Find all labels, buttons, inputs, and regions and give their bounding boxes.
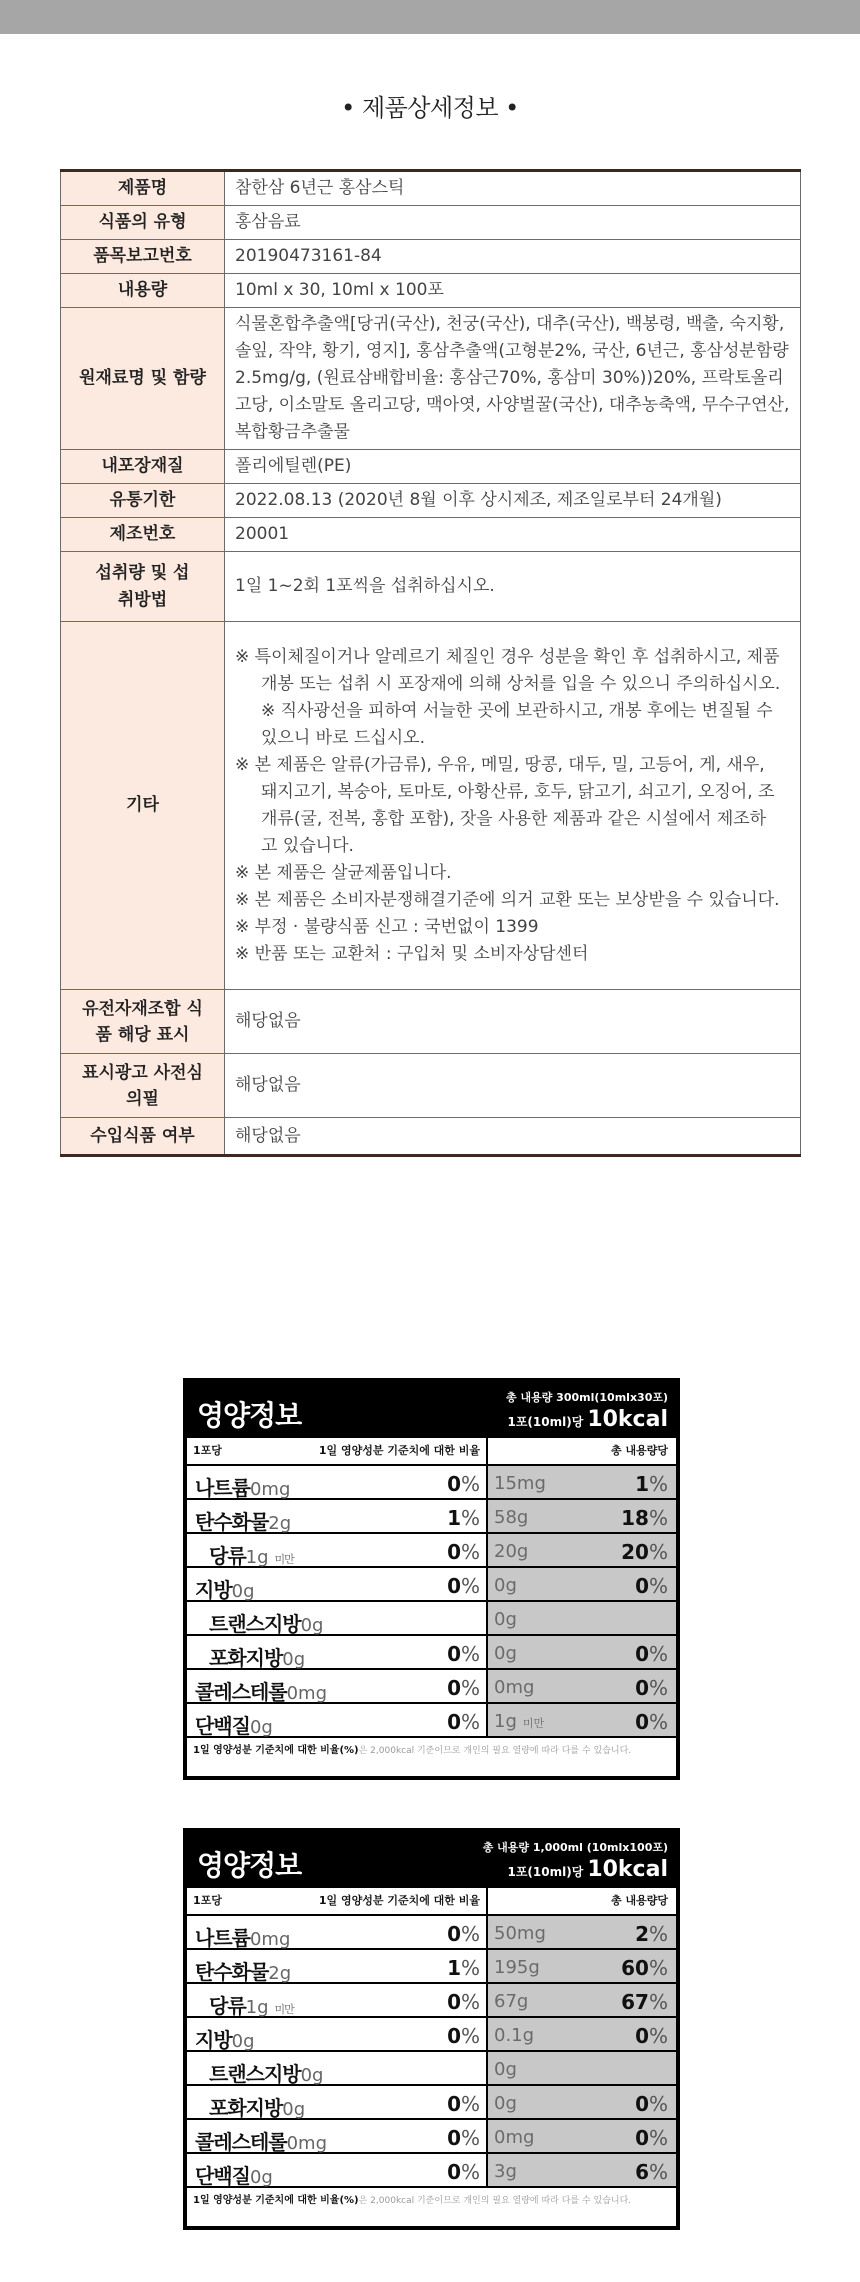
daily-percent-value: 0 (447, 1472, 461, 1496)
footnote-bold: 1일 영양성분 기준치에 대한 비율(%) (193, 1745, 359, 1756)
total-volume: 총 내용량 300ml(10mlx30포) (506, 1391, 668, 1404)
nutrient-label: 단백질 (195, 1714, 250, 1738)
info-row (61, 518, 801, 552)
total-amount-value: 195g (494, 1957, 540, 1978)
daily-percent-value: 0 (447, 1574, 461, 1598)
nutrient-row (187, 2152, 676, 2186)
nutrient-total (486, 2086, 676, 2118)
nutrient-name (195, 1472, 290, 1501)
nutrient-total (486, 1984, 676, 2016)
info-row (61, 240, 801, 274)
nutrient-amount: 0g (231, 1581, 255, 1602)
daily-percent (447, 2126, 480, 2150)
nutrient-name (195, 2126, 327, 2155)
total-amount-value: 0mg (494, 1677, 535, 1698)
total-percent-value: 2 (635, 1922, 649, 1946)
nutrient-total (486, 1568, 676, 1600)
info-row (61, 274, 801, 308)
total-amount (494, 2093, 517, 2114)
col-per-serving: 1포당 (193, 1444, 222, 1457)
info-value: 해당없음 (225, 1118, 801, 1156)
nutrient-per-serving (187, 2052, 486, 2084)
info-row (61, 1054, 801, 1118)
total-percent (621, 1956, 668, 1980)
daily-percent (447, 1676, 480, 1700)
amount-note: 미만 (274, 1553, 294, 1566)
nutrient-total (486, 1950, 676, 1982)
percent-sign: % (648, 1710, 668, 1734)
info-label: 내용량 (61, 274, 225, 308)
percent-sign: % (648, 1990, 668, 2014)
percent-sign: % (460, 1574, 480, 1598)
info-row (61, 552, 801, 622)
nutrient-total (486, 1670, 676, 1702)
nutrient-amount: 0g (300, 2065, 324, 2086)
nutrient-total (486, 1704, 676, 1736)
total-amount (494, 1711, 544, 1732)
nutrient-amount: 0g (300, 1615, 324, 1636)
percent-sign: % (648, 1922, 668, 1946)
total-amount (494, 2059, 517, 2080)
percent-sign: % (460, 1710, 480, 1734)
nutrient-per-serving (187, 2120, 486, 2152)
daily-percent-value: 0 (447, 2160, 461, 2184)
total-percent (635, 1676, 668, 1700)
nutrient-label: 트랜스지방 (209, 1612, 301, 1636)
percent-sign: % (460, 1472, 480, 1496)
total-amount (494, 1991, 528, 2012)
note-line: ※ 반품 또는 교환처 : 구입처 및 소비자상담센터 (235, 943, 589, 964)
nutrition-header (187, 1382, 676, 1438)
daily-percent-value: 0 (447, 1540, 461, 1564)
total-percent-value: 0 (635, 1574, 649, 1598)
nutrient-name (209, 1608, 324, 1637)
total-amount-value: 0g (494, 2093, 517, 2114)
total-amount (494, 1507, 528, 1528)
nutrient-per-serving (187, 1950, 486, 1982)
nutrient-name (195, 1956, 291, 1985)
info-label: 원재료명 및 함량 (61, 308, 225, 450)
daily-percent-value: 0 (447, 1676, 461, 1700)
total-amount-value: 67g (494, 1991, 529, 2012)
nutrient-amount: 0g (231, 2031, 255, 2052)
nutrient-label: 탄수화물 (195, 1510, 269, 1534)
info-value: 참한삼 6년근 홍삼스틱 (225, 171, 801, 206)
daily-percent (447, 1642, 480, 1666)
nutrient-row (187, 2016, 676, 2050)
nutrition-header (187, 1832, 676, 1888)
info-value: 20001 (225, 518, 801, 552)
nutrient-amount: 0g (249, 2167, 273, 2188)
nutrient-per-serving (187, 2018, 486, 2050)
info-value: 폴리에틸렌(PE) (225, 450, 801, 484)
note-line: ※ 본 제품은 소비자분쟁해결기준에 의거 교환 또는 보상받을 수 있습니다. (235, 889, 780, 910)
nutrition-title: 영양정보 (197, 1399, 302, 1432)
percent-sign: % (648, 2126, 668, 2150)
nutrition-panel-100 (183, 1828, 680, 2230)
nutrient-name (195, 1506, 291, 1535)
top-bar (0, 0, 860, 34)
percent-sign: % (648, 1506, 668, 1530)
percent-sign: % (648, 1642, 668, 1666)
nutrient-label: 트랜스지방 (209, 2062, 301, 2086)
total-amount-value: 0g (494, 2059, 517, 2080)
nutrient-total (486, 1534, 676, 1566)
nutrient-label: 콜레스테롤 (195, 2130, 287, 2154)
daily-percent-value: 0 (447, 1710, 461, 1734)
total-amount-value: 0g (494, 1609, 517, 1630)
nutrient-row (187, 1982, 676, 2016)
info-label: 기타 (61, 622, 225, 990)
nutrient-name (195, 2024, 255, 2053)
nutrient-per-serving (187, 1670, 486, 1702)
nutrient-per-serving (187, 1568, 486, 1600)
percent-sign: % (460, 2126, 480, 2150)
nutrient-label: 당류 (209, 1544, 246, 1568)
total-percent (635, 1574, 668, 1598)
daily-percent-value: 0 (447, 2092, 461, 2116)
info-label: 유전자재조합 식품 해당 표시 (61, 990, 225, 1054)
daily-percent (447, 2160, 480, 2184)
percent-sign: % (460, 2092, 480, 2116)
total-percent-value: 0 (635, 1642, 649, 1666)
info-value: 해당없음 (225, 1054, 801, 1118)
total-percent (635, 1922, 668, 1946)
nutrient-row (187, 1600, 676, 1634)
total-amount (494, 1473, 546, 1494)
info-value: 1일 1~2회 1포씩을 섭취하십시오. (225, 552, 801, 622)
nutrient-row (187, 1566, 676, 1600)
nutrient-amount: 2g (268, 1963, 292, 1984)
daily-percent (447, 2024, 480, 2048)
kcal-line (507, 1407, 668, 1432)
note-line: ※ 본 제품은 알류(가금류), 우유, 메밀, 땅콩, 대두, 밀, 고등어, 게, 새우, 돼지고기, 복숭아, 토마토, 아황산류, 호두, 닭고기, 쇠고기, 오징어, 조개류(굴, 전복, 홍합 포함), 잣을 사용한 제품과 같은 시설에서 제조하고 있습니다. (235, 754, 775, 856)
nutrient-per-serving (187, 1500, 486, 1532)
total-amount-value: 0mg (494, 2127, 535, 2148)
nutrient-per-serving (187, 1602, 486, 1634)
total-percent (635, 2160, 668, 2184)
percent-sign: % (648, 2024, 668, 2048)
nutrition-footnote (187, 2186, 676, 2226)
daily-percent (447, 1506, 480, 1530)
percent-sign: % (648, 1540, 668, 1564)
col-daily-value: 1일 영양성분 기준치에 대한 비율 (318, 1894, 480, 1907)
daily-percent (447, 1472, 480, 1496)
total-percent (635, 1642, 668, 1666)
info-row (61, 484, 801, 518)
percent-sign: % (648, 1676, 668, 1700)
total-amount-value: 3g (494, 2161, 517, 2182)
total-amount-value: 20g (494, 1541, 529, 1562)
info-value: 10ml x 30, 10ml x 100포 (225, 274, 801, 308)
info-row (61, 171, 801, 206)
daily-percent-value: 0 (447, 1990, 461, 2014)
nutrient-name (209, 1642, 305, 1671)
nutrient-amount: 0mg (286, 1683, 328, 1704)
total-amount (494, 1643, 517, 1664)
column-header-row (187, 1438, 676, 1464)
total-percent-value: 20 (621, 1540, 649, 1564)
col-total: 총 내용량당 (486, 1438, 676, 1464)
info-value (225, 622, 801, 990)
total-amount-value: 58g (494, 1507, 529, 1528)
total-percent-value: 0 (635, 2092, 649, 2116)
nutrient-label: 탄수화물 (195, 1960, 269, 1984)
total-percent (635, 2126, 668, 2150)
percent-sign: % (460, 1506, 480, 1530)
total-percent (635, 1710, 668, 1734)
nutrient-amount: 0mg (249, 1479, 291, 1500)
percent-sign: % (460, 1990, 480, 2014)
total-amount (494, 1923, 546, 1944)
nutrient-label: 당류 (209, 1994, 246, 2018)
nutrient-per-serving (187, 1636, 486, 1668)
info-label: 표시광고 사전심의필 (61, 1054, 225, 1118)
nutrient-label: 나트륨 (195, 1476, 250, 1500)
col-total: 총 내용량당 (486, 1888, 676, 1914)
total-percent-value: 0 (635, 1710, 649, 1734)
daily-percent (447, 1956, 480, 1980)
nutrient-row (187, 2050, 676, 2084)
product-info-table (60, 169, 801, 1157)
nutrient-total (486, 1500, 676, 1532)
nutrient-label: 단백질 (195, 2164, 250, 2188)
total-amount (494, 1957, 540, 1978)
nutrient-total (486, 2018, 676, 2050)
nutrient-per-serving (187, 1984, 486, 2016)
nutrient-row (187, 2084, 676, 2118)
total-percent-value: 0 (635, 2024, 649, 2048)
percent-sign: % (460, 1676, 480, 1700)
note-line: ※ 특이체질이거나 알레르기 체질인 경우 성분을 확인 후 섭취하시고, 제품 개봉 또는 섭취 시 포장재에 의해 상처를 입을 수 있으니 주의하십시오. ※ 직사광선을 피하여 서늘한 곳에 보관하시고, 개봉 후에는 변질될 수 있으니 바로 드십시오. (235, 646, 781, 748)
total-amount (494, 1609, 517, 1630)
info-label: 섭취량 및 섭취방법 (61, 552, 225, 622)
footnote-bold: 1일 영양성분 기준치에 대한 비율(%) (193, 2195, 359, 2206)
total-amount-value: 1g (494, 1711, 517, 1732)
nutrient-row (187, 2118, 676, 2152)
percent-sign: % (460, 2160, 480, 2184)
nutrient-name (195, 1922, 290, 1951)
nutrient-amount: 0g (282, 1649, 306, 1670)
total-percent-value: 67 (621, 1990, 649, 2014)
column-header-row (187, 1888, 676, 1914)
nutrient-label: 지방 (195, 1578, 232, 1602)
daily-percent-value: 0 (447, 2126, 461, 2150)
total-percent (621, 1990, 668, 2014)
total-percent (621, 1506, 668, 1530)
percent-sign: % (460, 1540, 480, 1564)
percent-sign: % (460, 2024, 480, 2048)
percent-sign: % (648, 1472, 668, 1496)
nutrient-per-serving (187, 1916, 486, 1948)
nutrient-amount: 2g (268, 1513, 292, 1534)
daily-percent (447, 1922, 480, 1946)
nutrient-amount: 1g (245, 1997, 269, 2018)
info-row (61, 622, 801, 990)
percent-sign: % (648, 1574, 668, 1598)
nutrient-per-serving (187, 1534, 486, 1566)
nutrient-amount: 0mg (249, 1929, 291, 1950)
total-percent-value: 60 (621, 1956, 649, 1980)
info-value: 20190473161-84 (225, 240, 801, 274)
note-line: ※ 부정 · 불량식품 신고 : 국번없이 1399 (235, 916, 539, 937)
total-amount (494, 2025, 534, 2046)
amount-note: 미만 (274, 2003, 294, 2016)
nutrient-row (187, 1634, 676, 1668)
percent-sign: % (648, 2160, 668, 2184)
serving-label: 1포(10ml)당 (507, 1415, 584, 1429)
total-percent (621, 1540, 668, 1564)
kcal-line (507, 1857, 668, 1882)
nutrition-footnote (187, 1736, 676, 1776)
info-label: 내포장재질 (61, 450, 225, 484)
info-row (61, 450, 801, 484)
info-label: 제품명 (61, 171, 225, 206)
total-percent (635, 2024, 668, 2048)
info-row (61, 308, 801, 450)
total-percent-value: 0 (635, 2126, 649, 2150)
nutrient-total (486, 1636, 676, 1668)
nutrient-row (187, 1464, 676, 1498)
nutrition-title: 영양정보 (197, 1849, 302, 1882)
total-percent-value: 1 (635, 1472, 649, 1496)
total-amount (494, 1541, 528, 1562)
total-amount (494, 2161, 517, 2182)
info-row (61, 206, 801, 240)
info-label: 수입식품 여부 (61, 1118, 225, 1156)
percent-sign: % (460, 1922, 480, 1946)
total-amount-value: 0g (494, 1643, 517, 1664)
percent-sign: % (460, 1642, 480, 1666)
nutrient-name (209, 1540, 294, 1569)
nutrient-label: 포화지방 (209, 1646, 283, 1670)
nutrient-name (195, 1676, 327, 1705)
nutrient-name (195, 2160, 273, 2189)
nutrient-total (486, 1466, 676, 1498)
nutrient-name (209, 2092, 305, 2121)
total-percent (635, 1472, 668, 1496)
nutrient-row (187, 1498, 676, 1532)
percent-sign: % (648, 1956, 668, 1980)
daily-percent-value: 1 (447, 1956, 461, 1980)
nutrient-total (486, 2052, 676, 2084)
nutrient-row (187, 1948, 676, 1982)
note-line: ※ 본 제품은 살균제품입니다. (235, 862, 452, 883)
nutrient-per-serving (187, 2086, 486, 2118)
daily-percent-value: 0 (447, 2024, 461, 2048)
total-amount-value: 15mg (494, 1473, 546, 1494)
nutrient-amount: 0g (282, 2099, 306, 2120)
nutrient-total (486, 2120, 676, 2152)
total-amount (494, 1677, 534, 1698)
total-amount (494, 1575, 517, 1596)
info-value: 식물혼합추출액[당귀(국산), 천궁(국산), 대추(국산), 백봉령, 백출, 숙지황, 솔잎, 작약, 황기, 영지], 홍삼추출액(고형분2%, 국산, 6년근, 홍삼성분함량 2.5mg/g, (원료삼배합비율: 홍삼근70%, 홍삼미 30%))20%, 프락토올리고당, 이소말토 올리고당, 맥아엿, 사양벌꿀(국산), 대추농축액, 무수구연산, 복합황금추출물 (225, 308, 801, 450)
daily-percent-value: 0 (447, 1642, 461, 1666)
col-per-serving: 1포당 (193, 1894, 222, 1907)
total-amount-value: 50mg (494, 1923, 546, 1944)
percent-sign: % (648, 2092, 668, 2116)
nutrient-name (195, 1574, 255, 1603)
nutrient-row (187, 1914, 676, 1948)
nutrient-total (486, 1602, 676, 1634)
kcal-value: 10kcal (587, 1407, 668, 1432)
total-percent-value: 0 (635, 1676, 649, 1700)
nutrient-label: 콜레스테롤 (195, 1680, 287, 1704)
footnote-text: 은 2,000kcal 기준이므로 개인의 필요 열량에 따라 다를 수 있습니다. (358, 2196, 632, 2206)
daily-percent (447, 2092, 480, 2116)
section-title: • 제품상세정보 • (341, 94, 519, 122)
total-percent-value: 18 (621, 1506, 649, 1530)
nutrient-name (209, 2058, 324, 2087)
daily-percent (447, 1990, 480, 2014)
info-label: 식품의 유형 (61, 206, 225, 240)
nutrient-name (195, 1710, 273, 1739)
info-row (61, 1118, 801, 1156)
serving-label: 1포(10ml)당 (507, 1865, 584, 1879)
total-amount-value: 0.1g (494, 2025, 535, 2046)
nutrient-total (486, 1916, 676, 1948)
nutrient-row (187, 1702, 676, 1736)
nutrient-label: 지방 (195, 2028, 232, 2052)
footnote-text: 은 2,000kcal 기준이므로 개인의 필요 열량에 따라 다를 수 있습니다. (358, 1746, 632, 1756)
total-percent (635, 2092, 668, 2116)
nutrient-per-serving (187, 1704, 486, 1736)
info-value: 해당없음 (225, 990, 801, 1054)
percent-sign: % (460, 1956, 480, 1980)
nutrient-total (486, 2154, 676, 2186)
daily-percent-value: 1 (447, 1506, 461, 1530)
nutrient-row (187, 1668, 676, 1702)
total-volume: 총 내용량 1,000ml (10mlx100포) (482, 1841, 668, 1854)
nutrient-amount: 0mg (286, 2133, 328, 2154)
info-label: 품목보고번호 (61, 240, 225, 274)
nutrient-amount: 1g (245, 1547, 269, 1568)
info-value: 홍삼음료 (225, 206, 801, 240)
total-amount (494, 2127, 534, 2148)
nutrient-per-serving (187, 1466, 486, 1498)
daily-percent (447, 1574, 480, 1598)
daily-percent-value: 0 (447, 1922, 461, 1946)
info-label: 유통기한 (61, 484, 225, 518)
nutrient-amount: 0g (249, 1717, 273, 1738)
col-daily-value: 1일 영양성분 기준치에 대한 비율 (318, 1444, 480, 1457)
total-note: 미만 (522, 1717, 545, 1730)
daily-percent (447, 1710, 480, 1734)
nutrient-label: 나트륨 (195, 1926, 250, 1950)
nutrient-label: 포화지방 (209, 2096, 283, 2120)
info-label: 제조번호 (61, 518, 225, 552)
nutrient-name (209, 1990, 294, 2019)
info-value: 2022.08.13 (2020년 8월 이후 상시제조, 제조일로부터 24개월) (225, 484, 801, 518)
kcal-value: 10kcal (587, 1857, 668, 1882)
daily-percent (447, 1540, 480, 1564)
total-amount-value: 0g (494, 1575, 517, 1596)
nutrition-panel-30 (183, 1378, 680, 1780)
nutrient-per-serving (187, 2154, 486, 2186)
nutrient-row (187, 1532, 676, 1566)
total-percent-value: 6 (635, 2160, 649, 2184)
info-row (61, 990, 801, 1054)
